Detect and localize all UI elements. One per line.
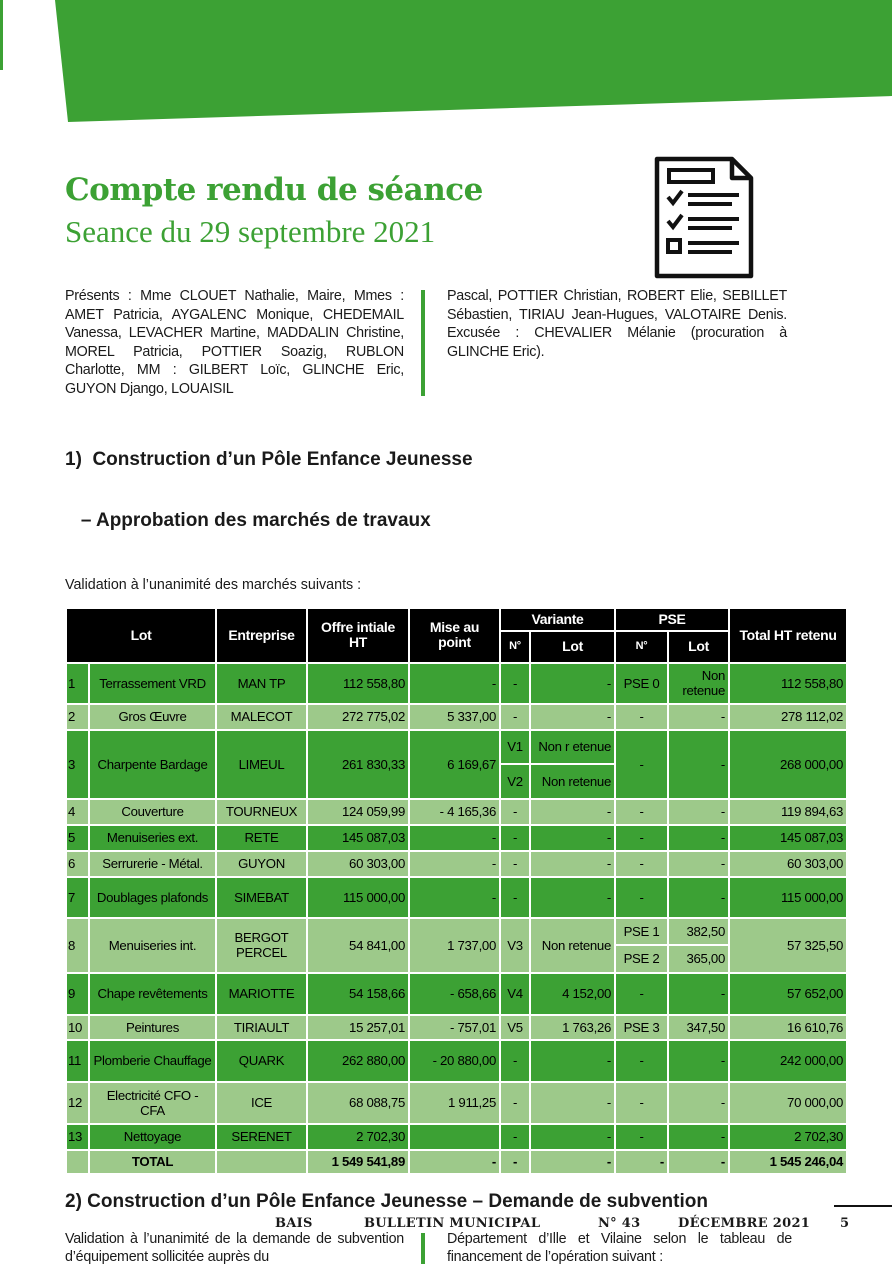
lot-name: Serrurerie - Métal. bbox=[89, 851, 216, 877]
contracts-table bbox=[65, 607, 848, 1175]
variant-number: V2 bbox=[500, 764, 530, 799]
initial-offer: 15 257,01 bbox=[307, 1015, 409, 1040]
pse-number: PSE 3 bbox=[615, 1015, 668, 1040]
initial-offer: 2 702,30 bbox=[307, 1124, 409, 1150]
blank-cell bbox=[216, 1150, 307, 1174]
lot-number: 7 bbox=[66, 877, 89, 918]
adjustment: - bbox=[409, 663, 500, 704]
variant-number: V5 bbox=[500, 1015, 530, 1040]
lot-number: 4 bbox=[66, 799, 89, 825]
variant-lot: 4 152,00 bbox=[530, 973, 615, 1015]
header-total: Total HT retenu bbox=[729, 608, 847, 663]
total-row bbox=[66, 1150, 847, 1174]
lot-number: 1 bbox=[66, 663, 89, 704]
table-row bbox=[66, 825, 847, 851]
lot-name: Menuiseries ext. bbox=[89, 825, 216, 851]
section1-heading-line1: 1) Construction d’un Pôle Enfance Jeunesse bbox=[65, 448, 473, 470]
total-retained: 119 894,63 bbox=[729, 799, 847, 825]
lot-number: 11 bbox=[66, 1040, 89, 1082]
lot-number: 2 bbox=[66, 704, 89, 730]
pse-lot: - bbox=[668, 1082, 729, 1124]
lot-name: Charpente Bardage bbox=[89, 730, 216, 799]
initial-offer: 54 158,66 bbox=[307, 973, 409, 1015]
pse-lot: 382,50 bbox=[668, 918, 729, 946]
variant-lot: Non retenue bbox=[530, 764, 615, 799]
header-banner bbox=[0, 0, 892, 130]
adjustment: - 20 880,00 bbox=[409, 1040, 500, 1082]
attendance-col1: Présents : Mme CLOUET Nathalie, Maire, Mmes : AMET Patricia, AYGALENC Monique, CHEDEMAIL Vanessa, LEVACHER Martine, MADDALIN Christine, MOREL Patricia, POTTIER Soazig, RUBLON Charlotte, MM : GILBERT Loïc, GLINCHE Eric, GUYON Django, LOUAISIL bbox=[65, 288, 404, 397]
initial-offer: 262 880,00 bbox=[307, 1040, 409, 1082]
variant-number: - bbox=[500, 877, 530, 918]
initial-offer: 145 087,03 bbox=[307, 825, 409, 851]
total-retained: 268 000,00 bbox=[729, 730, 847, 799]
company: RETE bbox=[216, 825, 307, 851]
total-var-lot: - bbox=[530, 1150, 615, 1174]
total-adjustment: - bbox=[409, 1150, 500, 1174]
total-retained: 57 325,50 bbox=[729, 918, 847, 973]
total-retained: 70 000,00 bbox=[729, 1082, 847, 1124]
variant-number: - bbox=[500, 799, 530, 825]
variant-lot: 1 763,26 bbox=[530, 1015, 615, 1040]
variant-lot: Non r etenue bbox=[530, 730, 615, 765]
lot-name: Couverture bbox=[89, 799, 216, 825]
header-var-n: N° bbox=[500, 631, 530, 663]
adjustment: 6 169,67 bbox=[409, 730, 500, 799]
lot-name: Plomberie Chauffage bbox=[89, 1040, 216, 1082]
pse-number: - bbox=[615, 825, 668, 851]
initial-offer: 68 088,75 bbox=[307, 1082, 409, 1124]
total-retained: 16 610,76 bbox=[729, 1015, 847, 1040]
pse-number: - bbox=[615, 730, 668, 799]
header-pse-n: N° bbox=[615, 631, 668, 663]
pse-number: - bbox=[615, 799, 668, 825]
pse-number: - bbox=[615, 877, 668, 918]
variant-lot: - bbox=[530, 1082, 615, 1124]
section2-col1: Validation à l’unanimité de la demande de subvention d’équipement sollicitée auprès du bbox=[65, 1230, 404, 1266]
header-pse-lot: Lot bbox=[668, 631, 729, 663]
pse-lot: 365,00 bbox=[668, 945, 729, 973]
variant-number: - bbox=[500, 1082, 530, 1124]
pse-lot: - bbox=[668, 704, 729, 730]
table-row bbox=[66, 1124, 847, 1150]
variant-lot: - bbox=[530, 1124, 615, 1150]
footer-town: BAIS bbox=[275, 1216, 313, 1231]
total-retained: 115 000,00 bbox=[729, 877, 847, 918]
checklist-clipboard-icon bbox=[652, 155, 756, 281]
company: GUYON bbox=[216, 851, 307, 877]
page-title: Compte rendu de séance bbox=[65, 172, 483, 208]
variant-lot: - bbox=[530, 663, 615, 704]
variant-lot: - bbox=[530, 704, 615, 730]
column-divider bbox=[421, 1233, 425, 1264]
company: SERENET bbox=[216, 1124, 307, 1150]
header-var-lot: Lot bbox=[530, 631, 615, 663]
lot-name: Chape revêtements bbox=[89, 973, 216, 1015]
table-row bbox=[66, 704, 847, 730]
initial-offer: 115 000,00 bbox=[307, 877, 409, 918]
table-row bbox=[66, 663, 847, 704]
lot-number: 9 bbox=[66, 973, 89, 1015]
total-retained: 57 652,00 bbox=[729, 973, 847, 1015]
variant-lot: - bbox=[530, 877, 615, 918]
grand-total: 1 545 246,04 bbox=[729, 1150, 847, 1174]
company: TOURNEUX bbox=[216, 799, 307, 825]
variant-number: - bbox=[500, 1040, 530, 1082]
lot-name: Doublages plafonds bbox=[89, 877, 216, 918]
pse-number: - bbox=[615, 973, 668, 1015]
company: QUARK bbox=[216, 1040, 307, 1082]
header-entreprise: Entreprise bbox=[216, 608, 307, 663]
table-row bbox=[66, 918, 847, 946]
variant-lot: - bbox=[530, 799, 615, 825]
table-row bbox=[66, 1040, 847, 1082]
total-retained: 278 112,02 bbox=[729, 704, 847, 730]
total-retained: 2 702,30 bbox=[729, 1124, 847, 1150]
section1-heading-line2: – Approbation des marchés de travaux bbox=[65, 509, 431, 531]
variant-number: - bbox=[500, 704, 530, 730]
pse-number: - bbox=[615, 851, 668, 877]
company: MARIOTTE bbox=[216, 973, 307, 1015]
table-row bbox=[66, 851, 847, 877]
pse-lot: 347,50 bbox=[668, 1015, 729, 1040]
variant-number: - bbox=[500, 1124, 530, 1150]
pse-lot: - bbox=[668, 1124, 729, 1150]
total-retained: 145 087,03 bbox=[729, 825, 847, 851]
lot-name: Gros Œuvre bbox=[89, 704, 216, 730]
section2-col2: Département d’Ille et Vilaine selon le tableau de financement de l’opération suivant : bbox=[447, 1230, 792, 1266]
initial-offer: 124 059,99 bbox=[307, 799, 409, 825]
total-var-n: - bbox=[500, 1150, 530, 1174]
pse-number: PSE 1 bbox=[615, 918, 668, 946]
total-retained: 242 000,00 bbox=[729, 1040, 847, 1082]
total-pse-lot: - bbox=[668, 1150, 729, 1174]
header-pse: PSE bbox=[615, 608, 729, 631]
header-variante: Variante bbox=[500, 608, 615, 631]
attendance-col2: Pascal, POTTIER Christian, ROBERT Elie, SEBILLET Sébastien, TIRIAU Jean-Hugues, VALOTAIRE Denis. Excusée : CHEVALIER Mélanie (procuration à GLINCHE Eric). bbox=[447, 288, 787, 360]
total-retained: 112 558,80 bbox=[729, 663, 847, 704]
pse-lot: - bbox=[668, 730, 729, 799]
company: BERGOT PERCEL bbox=[216, 918, 307, 973]
adjustment: 5 337,00 bbox=[409, 704, 500, 730]
table-row bbox=[66, 1015, 847, 1040]
total-retained: 60 303,00 bbox=[729, 851, 847, 877]
section2-heading bbox=[65, 1189, 846, 1214]
section2-body bbox=[65, 1230, 846, 1267]
header-mise: Mise au point bbox=[409, 608, 500, 663]
adjustment: 1 737,00 bbox=[409, 918, 500, 973]
footer-issue: N° 43 bbox=[598, 1216, 641, 1231]
variant-number: V4 bbox=[500, 973, 530, 1015]
adjustment: - bbox=[409, 825, 500, 851]
pse-number: - bbox=[615, 1124, 668, 1150]
initial-offer: 54 841,00 bbox=[307, 918, 409, 973]
adjustment: - 4 165,36 bbox=[409, 799, 500, 825]
lot-number: 10 bbox=[66, 1015, 89, 1040]
company: LIMEUL bbox=[216, 730, 307, 799]
company: SIMEBAT bbox=[216, 877, 307, 918]
section2-heading-text: 2) Construction d’un Pôle Enfance Jeunesse – Demande de subvention bbox=[65, 1190, 708, 1212]
column-divider bbox=[421, 290, 425, 396]
page-body bbox=[65, 287, 846, 1267]
pse-lot: - bbox=[668, 825, 729, 851]
variant-lot: - bbox=[530, 851, 615, 877]
table-row bbox=[66, 799, 847, 825]
lot-number: 8 bbox=[66, 918, 89, 973]
footer-rule bbox=[834, 1205, 892, 1207]
pse-lot: - bbox=[668, 973, 729, 1015]
company: MAN TP bbox=[216, 663, 307, 704]
blank-cell bbox=[66, 1150, 89, 1174]
pse-number: - bbox=[615, 704, 668, 730]
adjustment: - 757,01 bbox=[409, 1015, 500, 1040]
lot-name: Peintures bbox=[89, 1015, 216, 1040]
footer-publication: BULLETIN MUNICIPAL bbox=[364, 1216, 541, 1231]
company: MALECOT bbox=[216, 704, 307, 730]
variant-number: V3 bbox=[500, 918, 530, 973]
section1-heading bbox=[65, 411, 846, 569]
lot-number: 6 bbox=[66, 851, 89, 877]
variant-number: - bbox=[500, 663, 530, 704]
pse-lot: Non retenue bbox=[668, 663, 729, 704]
pse-lot: - bbox=[668, 851, 729, 877]
adjustment: - bbox=[409, 851, 500, 877]
table-row bbox=[66, 1082, 847, 1124]
variant-number: - bbox=[500, 851, 530, 877]
adjustment bbox=[409, 1124, 500, 1150]
initial-offer: 112 558,80 bbox=[307, 663, 409, 704]
variant-lot: Non retenue bbox=[530, 918, 615, 973]
lot-name: Nettoyage bbox=[89, 1124, 216, 1150]
table-row bbox=[66, 730, 847, 765]
total-label: TOTAL bbox=[89, 1150, 216, 1174]
adjustment: - 658,66 bbox=[409, 973, 500, 1015]
lot-number: 12 bbox=[66, 1082, 89, 1124]
company: ICE bbox=[216, 1082, 307, 1124]
pse-number: - bbox=[615, 1040, 668, 1082]
initial-offer: 261 830,33 bbox=[307, 730, 409, 799]
pse-number: PSE 2 bbox=[615, 945, 668, 973]
variant-number: V1 bbox=[500, 730, 530, 765]
pse-number: PSE 0 bbox=[615, 663, 668, 704]
lot-name: Terrassement VRD bbox=[89, 663, 216, 704]
pse-lot: - bbox=[668, 877, 729, 918]
section1-intro: Validation à l’unanimité des marchés suivants : bbox=[65, 576, 362, 593]
lot-name: Menuiseries int. bbox=[89, 918, 216, 973]
company: TIRIAULT bbox=[216, 1015, 307, 1040]
lot-name: Electricité CFO - CFA bbox=[89, 1082, 216, 1124]
lot-number: 3 bbox=[66, 730, 89, 799]
variant-lot: - bbox=[530, 1040, 615, 1082]
initial-offer: 60 303,00 bbox=[307, 851, 409, 877]
footer-date: DÉCEMBRE 2021 bbox=[678, 1216, 811, 1231]
adjustment: - bbox=[409, 877, 500, 918]
pse-lot: - bbox=[668, 799, 729, 825]
lot-number: 13 bbox=[66, 1124, 89, 1150]
attendance bbox=[65, 287, 846, 399]
pse-lot: - bbox=[668, 1040, 729, 1082]
variant-lot: - bbox=[530, 825, 615, 851]
header-offre: Offre intiale HT bbox=[307, 608, 409, 663]
lot-number: 5 bbox=[66, 825, 89, 851]
page-subtitle: Seance du 29 septembre 2021 bbox=[65, 214, 436, 249]
table-row bbox=[66, 877, 847, 918]
adjustment: 1 911,25 bbox=[409, 1082, 500, 1124]
initial-offer: 272 775,02 bbox=[307, 704, 409, 730]
variant-number: - bbox=[500, 825, 530, 851]
total-offer: 1 549 541,89 bbox=[307, 1150, 409, 1174]
page-number: 5 bbox=[840, 1216, 850, 1231]
total-pse-n: - bbox=[615, 1150, 668, 1174]
header-lot: Lot bbox=[66, 608, 216, 663]
pse-number: - bbox=[615, 1082, 668, 1124]
table-row bbox=[66, 973, 847, 1015]
